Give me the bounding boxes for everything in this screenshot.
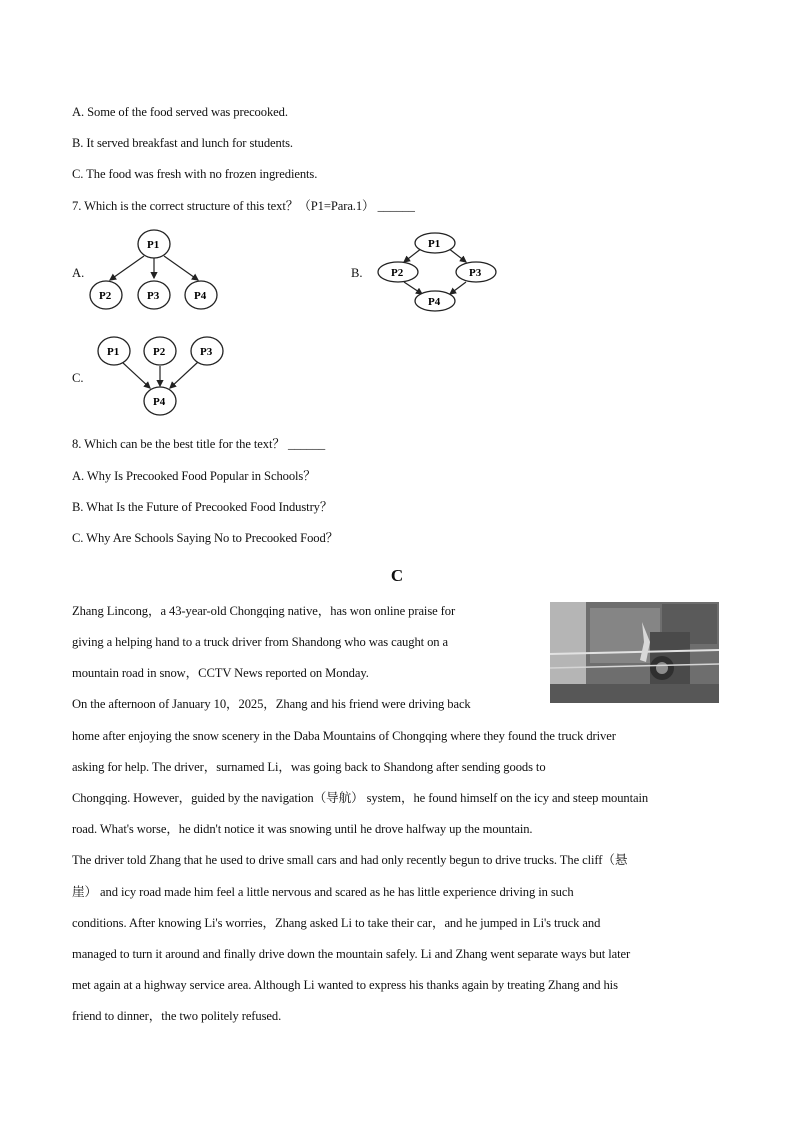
para-line-6: asking for help. The driver，surnamed Li，was going back to Shandong after sending goods to: [72, 760, 546, 774]
node-p4: P4: [194, 290, 207, 302]
q6-option-a: A. Some of the food served was precooked.: [72, 105, 288, 119]
node-p2: P2: [99, 290, 112, 302]
para-line-12: managed to turn it around and finally drive down the mountain safely. Li and Zhang went separate ways but later: [72, 947, 631, 961]
node-p4: P4: [153, 396, 166, 408]
q8-question: 8. Which can be the best title for the text？ ______: [72, 437, 326, 451]
node-p2: P2: [153, 346, 166, 358]
para-line-2: giving a helping hand to a truck driver from Shandong who was caught on a: [72, 635, 449, 649]
para-line-14: friend to dinner，the two politely refused.: [72, 1009, 282, 1023]
q8-option-b: B. What Is the Future of Precooked Food Industry？: [72, 500, 333, 514]
q7-option-a-label: A.: [72, 266, 85, 280]
para-line-1: Zhang Lincong，a 43-year-old Chongqing native，has won online praise for: [72, 604, 456, 618]
q7-diagram-a: [88, 228, 223, 319]
q7-option-c-label: C.: [72, 371, 84, 385]
q7-diagram-c: [94, 334, 234, 423]
para-line-9: The driver told Zhang that he used to drive small cars and had only recently begun to drive trucks. The cliff（悬: [72, 853, 628, 867]
truck-photo: [550, 602, 719, 703]
q6-option-c: C. The food was fresh with no frozen ingredients.: [72, 167, 318, 181]
node-p1: P1: [147, 239, 160, 251]
node-p3: P3: [469, 267, 482, 279]
section-title: C: [390, 566, 404, 585]
node-p3: P3: [200, 346, 213, 358]
node-p1: P1: [107, 346, 120, 358]
para-line-8: road. What's worse，he didn't notice it was snowing until he drove halfway up the mountain.: [72, 822, 533, 836]
para-line-3: mountain road in snow，CCTV News reported on Monday.: [72, 666, 369, 680]
q7-diagram-b: [372, 230, 507, 321]
q8-option-a: A. Why Is Precooked Food Popular in Schools？: [72, 469, 316, 483]
q6-option-b: B. It served breakfast and lunch for students.: [72, 136, 293, 150]
para-line-5: home after enjoying the snow scenery in the Daba Mountains of Chongqing where they found the truck driver: [72, 729, 616, 743]
node-p4: P4: [428, 296, 441, 308]
para-line-10: 崖） and icy road made him feel a little nervous and scared as he has little experience driving in such: [72, 885, 574, 899]
para-line-11: conditions. After knowing Li's worries，Zhang asked Li to take their car，and he jumped in Li's truck and: [72, 916, 601, 930]
node-p1: P1: [428, 238, 441, 250]
para-line-7: Chongqing. However，guided by the navigation（导航） system，he found himself on the icy and steep mountain: [72, 791, 649, 805]
node-p3: P3: [147, 290, 160, 302]
q7-question: 7. Which is the correct structure of this text？（P1=Para.1） ______: [72, 199, 415, 213]
q8-option-c: C. Why Are Schools Saying No to Precooked Food？: [72, 531, 339, 545]
para-line-4: On the afternoon of January 10，2025，Zhang and his friend were driving back: [72, 697, 471, 711]
para-line-13: met again at a highway service area. Although Li wanted to express his thanks again by treating Zhang and his: [72, 978, 618, 992]
node-p2: P2: [391, 267, 404, 279]
q7-option-b-label: B.: [351, 266, 363, 280]
